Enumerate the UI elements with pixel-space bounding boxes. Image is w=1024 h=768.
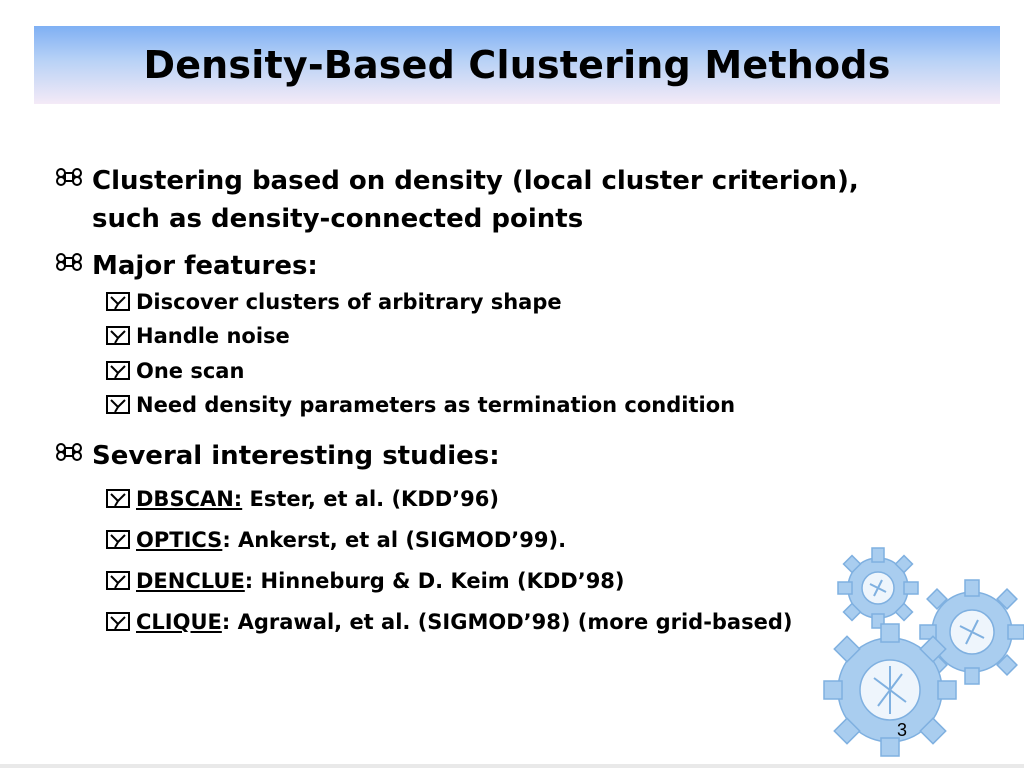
study-citation: : Ankerst, et al (SIGMOD’99). — [222, 528, 567, 552]
feature-text: Need density parameters as termination condition — [136, 393, 736, 417]
checkbox-icon — [106, 489, 132, 509]
feature-text: Handle noise — [136, 324, 290, 348]
study-text — [136, 609, 792, 635]
checkbox-icon — [106, 571, 132, 591]
study-citation: : Hinneburg & D. Keim (KDD’98) — [244, 569, 625, 593]
page-number: 3 — [897, 720, 908, 740]
study-link-optics[interactable]: OPTICS — [136, 528, 223, 552]
checkbox-icon — [106, 361, 132, 381]
feature-text: One scan — [136, 359, 245, 383]
title-bar — [34, 26, 1000, 104]
study-link-denclue[interactable]: DENCLUE — [136, 569, 245, 593]
study-citation: : Agrawal, et al. (SIGMOD’98) (more grid-based) — [221, 610, 793, 634]
command-symbol-icon — [56, 439, 82, 465]
slide-title: Density-Based Clustering Methods — [143, 43, 891, 87]
study-text — [136, 568, 625, 594]
checkbox-icon — [106, 326, 132, 346]
bullet-text: Major features: — [92, 251, 318, 281]
study-text — [136, 527, 566, 553]
bullet-text-line-2: such as density-connected points — [92, 204, 584, 234]
command-symbol-icon — [56, 164, 82, 190]
study-text — [136, 486, 499, 512]
bullet-text-line-1: Clustering based on density (local cluster criterion), — [92, 166, 859, 196]
checkbox-icon — [106, 530, 132, 550]
command-symbol-icon — [56, 249, 82, 275]
feature-text: Discover clusters of arbitrary shape — [136, 290, 562, 314]
checkbox-icon — [106, 395, 132, 415]
bullet-text: Several interesting studies: — [92, 441, 500, 471]
checkbox-icon — [106, 612, 132, 632]
checkbox-icon — [106, 292, 132, 312]
study-link-clique[interactable]: CLIQUE — [136, 610, 222, 634]
study-link-dbscan[interactable]: DBSCAN: — [136, 487, 243, 511]
study-citation: Ester, et al. (KDD’96) — [242, 487, 499, 511]
footer-divider — [0, 764, 1024, 768]
